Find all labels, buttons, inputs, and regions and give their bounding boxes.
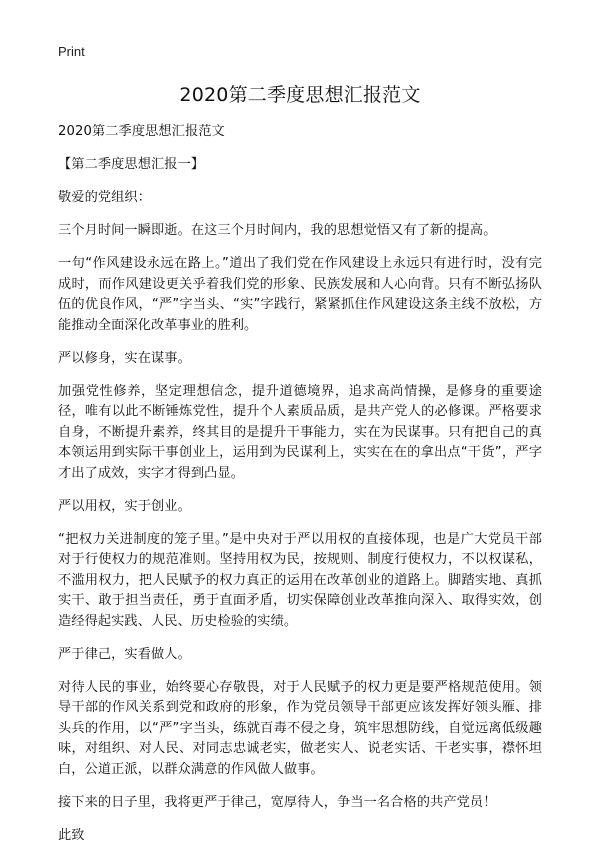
print-link[interactable]: Print	[58, 44, 85, 59]
body-paragraph: “把权力关进制度的笼子里。”是中央对于严以用权的直接体现，也是广大党员干部对于行使权力的规范准则。坚持用权为民，按规则、制度行使权力，不以权谋私，不滥用权力，把人民赋予的权力真正的运用在改革创业的道路上。脚踏实地、真抓实干、敢于担当责任，勇于直面矛盾，切实保障创业改革推向深入、取得实效，创造经得起实践、人民、历史检验的实绩。	[58, 531, 542, 629]
subheading: 严于律己，实看做人。	[58, 646, 191, 662]
salutation: 敬爱的党组织：	[58, 190, 152, 205]
body-paragraph: 加强党性修养，坚定理想信念，提升道德境界，追求高尚情操，是修身的重要途径，唯有以此不断锤炼党性，提升个人素质品质，是共产党人的必修课。严格要求自身，不断提升素养，终其目的是提升干事能力，实在为民谋事。只有把自己的真本领运用到实际干事创业上，运用到为民谋利上，实实在在的拿出点“干货”，严字才出了成效，实字才得到凸显。	[58, 383, 542, 481]
closing-salutation: 此致	[58, 827, 85, 843]
subheading: 严以用权，实于创业。	[58, 498, 191, 514]
closing-paragraph: 接下来的日子里，我将更严于律己，宽厚待人，争当一名合格的共产党员！	[58, 794, 497, 810]
body-paragraph: 三个月时间一瞬即逝。在这三个月时间内，我的思想觉悟又有了新的提高。	[58, 223, 497, 238]
document-title: 2020第二季度思想汇报范文	[179, 84, 421, 106]
body-paragraph: 对待人民的事业，始终要心存敬畏，对于人民赋予的权力更是要严格规范使用。领导干部的作风关系到党和政府的形象，作为党员领导干部更应该发挥好领头雁、排头兵的作用，以“严”字当头，练就百毒不侵之身，筑牢思想防线，自觉远离低级趣味，对组织、对人民、对同志忠诚老实，做老实人、说老实话、干老实事，襟怀坦白，公道正派，以群众满意的作风做人做事。	[58, 679, 542, 777]
body-paragraph: 一句“作风建设永远在路上。”道出了我们党在作风建设上永远只有进行时，没有完成时，而作风建设更关乎着我们党的形象、民族发展和人心向背。只有不断弘扬队伍的优良作风，“严”字当头、“实”字践行，紧紧抓住作风建设这条主线不放松，方能推动全面深化改革事业的胜利。	[58, 256, 542, 333]
document-body	[58, 122, 542, 857]
section-heading: 【第二季度思想汇报一】	[58, 157, 205, 172]
subheading: 严以修身，实在谋事。	[58, 350, 191, 366]
subtitle-line: 2020第二季度思想汇报范文	[58, 124, 225, 139]
